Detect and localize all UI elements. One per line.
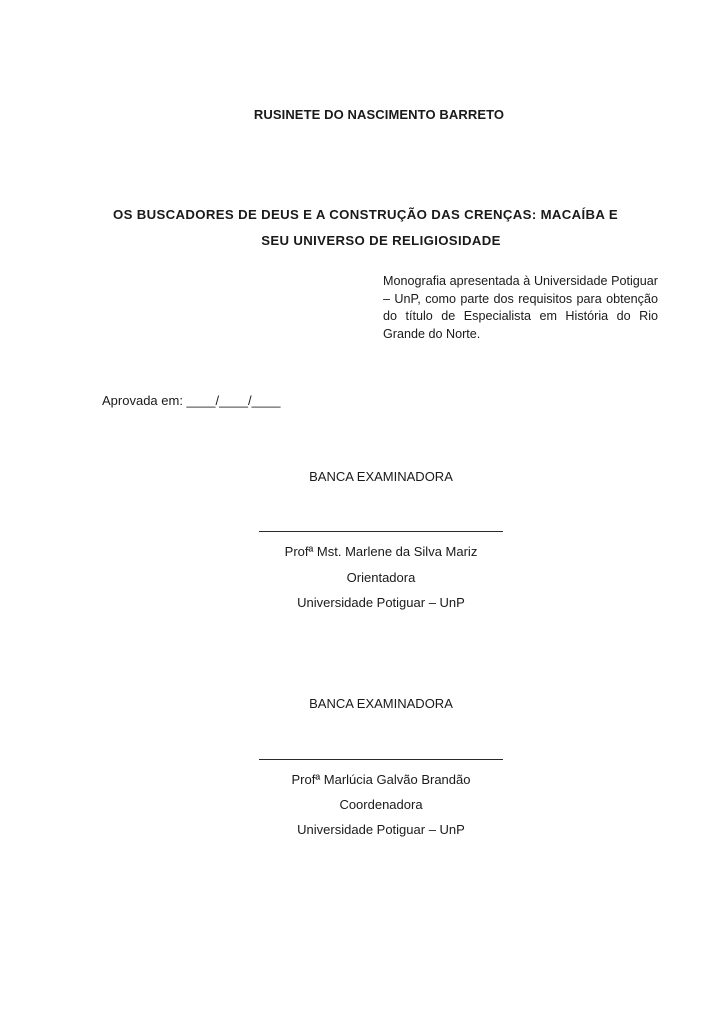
committee-heading: [0, 696, 728, 711]
examiner-role-text: Coordenadora: [339, 797, 423, 812]
examiner-name: [0, 544, 728, 559]
author-name: RUSINETE DO NASCIMENTO BARRETO: [253, 107, 505, 122]
examiner-institution: [0, 822, 728, 837]
examiner-role-text: Orientadora: [346, 570, 416, 585]
committee-heading-text: BANCA EXAMINADORA: [309, 696, 453, 711]
examiner-role: [0, 797, 728, 812]
examiner-institution: [0, 595, 728, 610]
signature-line: [259, 531, 503, 532]
examiner-institution-text: Universidade Potiguar – UnP: [297, 822, 465, 837]
examiner-institution-text: Universidade Potiguar – UnP: [297, 595, 465, 610]
examiner-name-text: Profª Mst. Marlene da Silva Mariz: [284, 544, 478, 559]
title-line-2: SEU UNIVERSO DE RELIGIOSIDADE: [261, 233, 501, 248]
examiner-role: [0, 570, 728, 585]
title-line-1: OS BUSCADORES DE DEUS E A CONSTRUÇÃO DAS CRENÇAS: MACAÍBA E: [113, 207, 618, 222]
monograph-description: Monografia apresentada à Universidade Potiguar – UnP, como parte dos requisitos para obtenção do título de Especialista em História do Rio Grande do Norte.: [383, 274, 658, 341]
committee-heading: [0, 469, 728, 484]
approval-date-line: Aprovada em: ____/____/____: [102, 393, 281, 408]
signature-line: [259, 759, 503, 760]
examiner-name: [0, 772, 728, 787]
committee-heading-text: BANCA EXAMINADORA: [309, 469, 453, 484]
examiner-name-text: Profª Marlúcia Galvão Brandão: [291, 772, 471, 787]
